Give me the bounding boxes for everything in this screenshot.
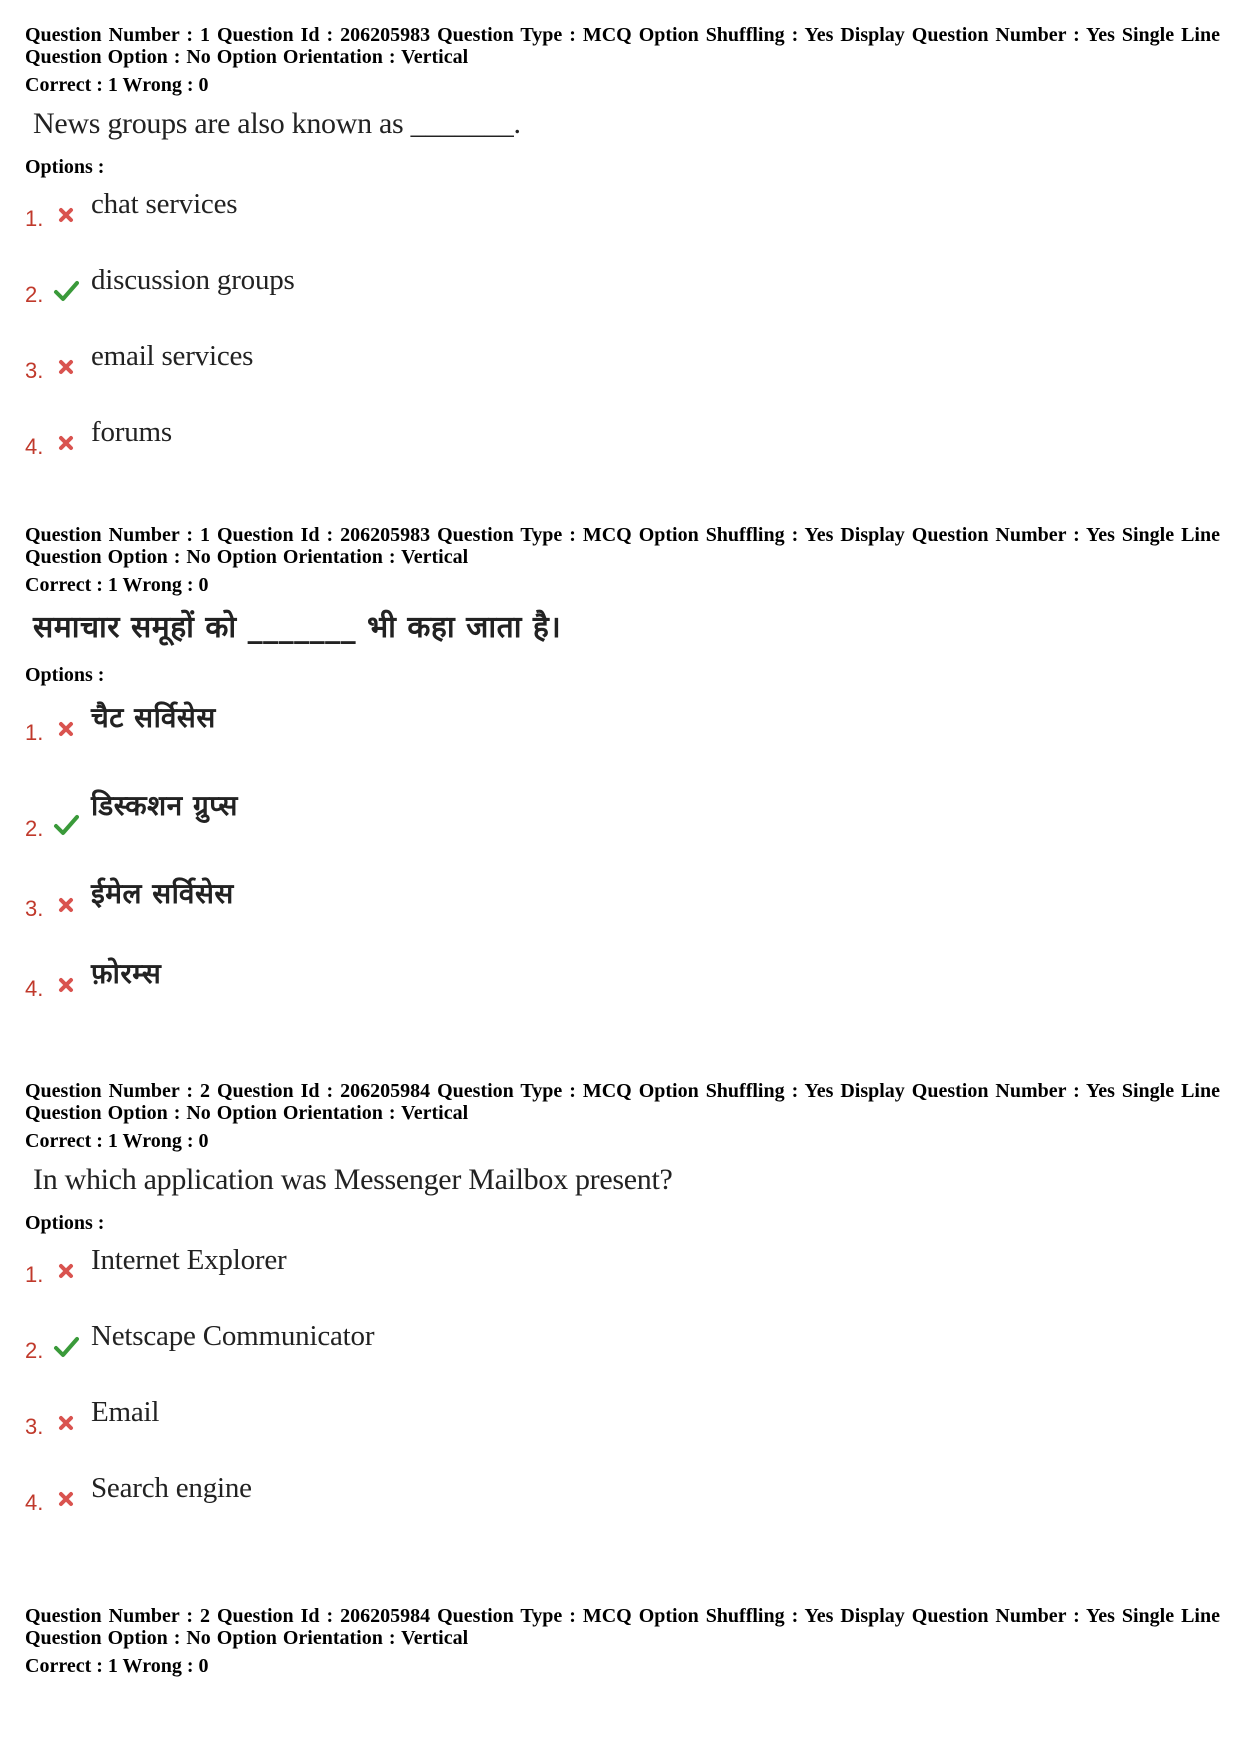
option-number: 1. [25,206,44,231]
option-text: discussion groups [91,264,295,296]
options-label: Options : [25,1212,105,1234]
option-number: 4. [25,1490,44,1515]
option-2 [25,1318,1220,1394]
check-icon [53,1334,79,1360]
option-4 [25,414,1220,490]
option-text: Email [91,1396,160,1428]
option-2 [25,788,1220,876]
option-text: Search engine [91,1472,252,1504]
cross-icon [53,1410,79,1436]
cross-icon [53,202,79,228]
cross-icon [53,354,79,380]
option-text: Internet Explorer [91,1244,287,1276]
option-text: Netscape Communicator [91,1320,375,1352]
option-1 [25,186,1220,262]
question-text: In which application was Messenger Mailbox present? [33,1163,673,1196]
question-text: News groups are also known as _______. [33,107,521,140]
cross-icon [53,1486,79,1512]
option-number: 3. [25,358,44,383]
options-list [25,186,1220,490]
cross-icon [53,972,79,998]
cross-icon [53,1258,79,1284]
cross-icon [53,892,79,918]
options-list [25,1242,1220,1546]
options-label: Options : [25,664,105,686]
option-1 [25,700,1220,788]
option-3 [25,1394,1220,1470]
cross-icon [53,716,79,742]
option-2 [25,262,1220,338]
option-3 [25,876,1220,956]
options-list [25,700,1220,1036]
option-text: ईमेल सर्विसेस [91,877,234,910]
option-1 [25,1242,1220,1318]
option-number: 4. [25,976,44,1001]
question-meta: Question Number : 1 Question Id : 206205983 Question Type : MCQ Option Shuffling : Yes Display Question Number : Yes Single Line Question Option : No Option Orientation : Vertical [25,524,1220,568]
question-marks: Correct : 1 Wrong : 0 [25,1130,209,1152]
option-text: email services [91,340,254,372]
question-block-3 [25,1080,1220,1546]
option-3 [25,338,1220,414]
option-text: chat services [91,188,238,220]
option-number: 3. [25,896,44,921]
option-text: डिस्कशन ग्रुप्स [91,789,238,822]
question-block-1 [25,24,1220,490]
option-number: 2. [25,816,44,841]
option-text: चैट सर्विसेस [91,701,216,734]
option-text: फ़ोरम्स [91,957,162,990]
option-number: 1. [25,720,44,745]
question-block-4 [25,1605,1220,1677]
option-number: 2. [25,1338,44,1363]
question-marks: Correct : 1 Wrong : 0 [25,1655,209,1677]
option-4 [25,1470,1220,1546]
question-meta: Question Number : 2 Question Id : 206205984 Question Type : MCQ Option Shuffling : Yes Display Question Number : Yes Single Line Question Option : No Option Orientation : Vertical [25,1605,1220,1649]
question-block-2 [25,524,1220,1036]
question-meta: Question Number : 1 Question Id : 206205983 Question Type : MCQ Option Shuffling : Yes Display Question Number : Yes Single Line Question Option : No Option Orientation : Vertical [25,24,1220,68]
options-label: Options : [25,156,105,178]
option-text: forums [91,416,172,448]
option-4 [25,956,1220,1036]
check-icon [53,278,79,304]
option-number: 3. [25,1414,44,1439]
question-meta: Question Number : 2 Question Id : 206205984 Question Type : MCQ Option Shuffling : Yes Display Question Number : Yes Single Line Question Option : No Option Orientation : Vertical [25,1080,1220,1124]
check-icon [53,812,79,838]
option-number: 2. [25,282,44,307]
question-marks: Correct : 1 Wrong : 0 [25,574,209,596]
question-text: समाचार समूहों को _______ भी कहा जाता है। [33,610,562,645]
option-number: 1. [25,1262,44,1287]
cross-icon [53,430,79,456]
option-number: 4. [25,434,44,459]
question-marks: Correct : 1 Wrong : 0 [25,74,209,96]
